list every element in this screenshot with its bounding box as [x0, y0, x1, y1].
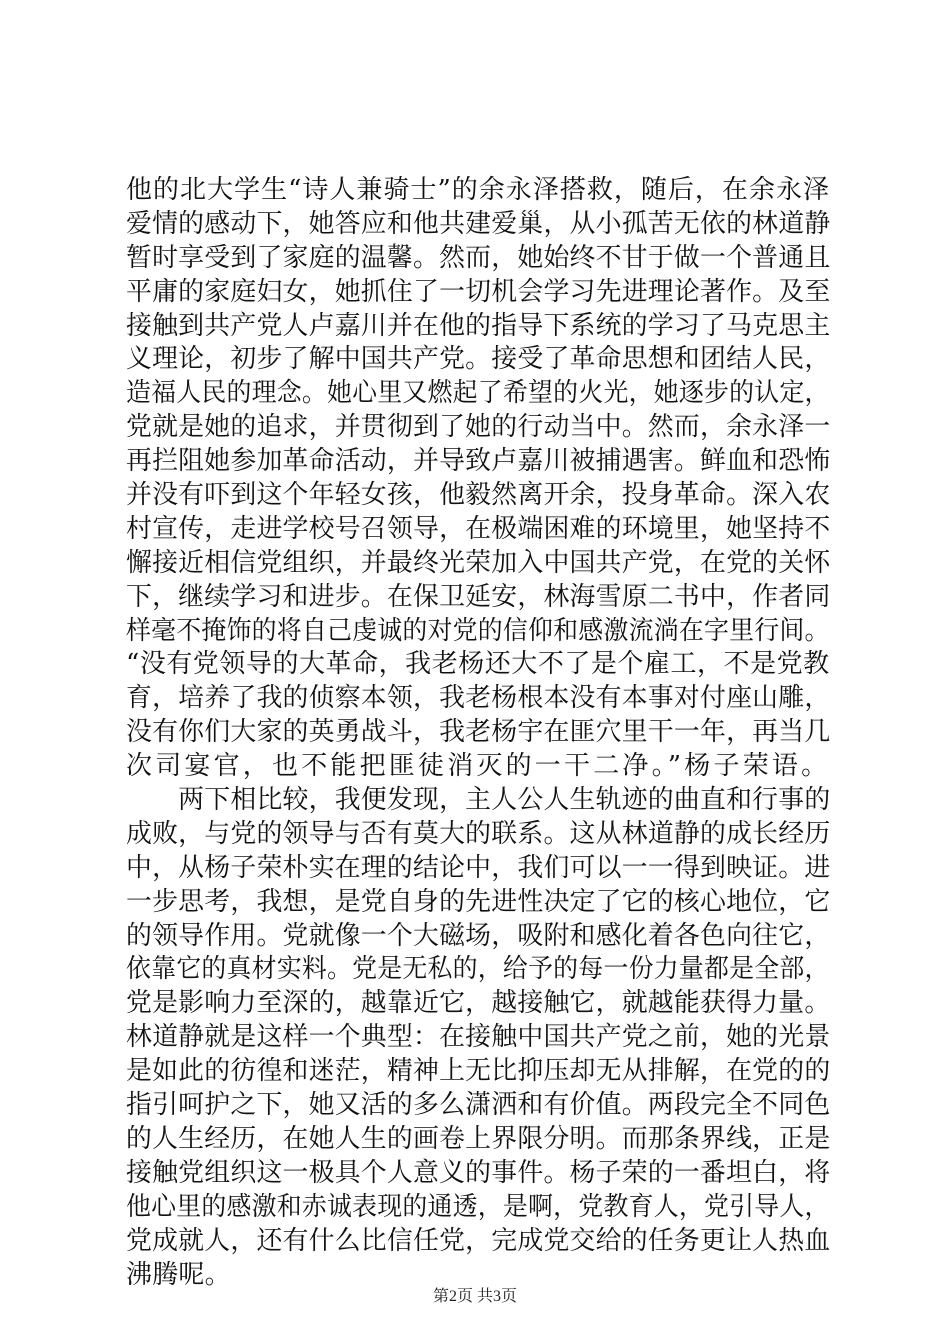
text-line: 党就是她的追求，并贯彻到了她的行动当中。然而，余永泽一 [126, 412, 831, 443]
text-line: 他的北大学生“诗人兼骑士”的余永泽搭救，随后，在余永泽 [126, 175, 830, 205]
text-line: 再拦阻她参加革命活动，并导致卢嘉川被捕遇害。鲜血和恐怖 [126, 446, 831, 477]
text-line: 一步思考，我想，是党自身的先进性决定了它的核心地位，它 [126, 886, 831, 917]
text-line: 沸腾呢。 [126, 1259, 231, 1290]
text-line: 造福人民的理念。她心里又燃起了希望的火光，她逐步的认定， [126, 378, 830, 409]
text-line: 依靠它的真材实料。党是无私的，给予的每一份力量都是全部， [126, 954, 830, 985]
text-line: 暂时享受到了家庭的温馨。然而，她始终不甘于做一个普通且 [126, 242, 831, 273]
text-line: 接触党组织这一极具个人意义的事件。杨子荣的一番坦白，将 [126, 1157, 831, 1188]
text-line: 平庸的家庭妇女，她抓住了一切机会学习先进理论著作。及至 [126, 276, 831, 307]
text-line: 指引呵护之下，她又活的多么潇洒和有价值。两段完全不同色 [126, 1090, 831, 1121]
text-line: 成败，与党的领导与否有莫大的联系。这从林道静的成长经历 [126, 818, 831, 849]
text-line: 义理论，初步了解中国共产党。接受了革命思想和团结人民， [126, 344, 831, 375]
text-line: 的领导作用。党就像一个大磁场，吸附和感化着各色向往它， [126, 920, 831, 951]
text-line: 村宣传，走进学校号召领导，在极端困难的环境里，她坚持不 [126, 513, 831, 544]
text-line: 是如此的彷徨和迷茫，精神上无比抑压却无从排解，在党的的 [126, 1056, 831, 1087]
text-line: 并没有吓到这个年轻女孩，他毅然离开余，投身革命。深入农 [126, 480, 831, 511]
text-line: 林道静就是这样一个典型：在接触中国共产党之前，她的光景 [126, 1022, 831, 1053]
text-line: 接触到共产党人卢嘉川并在他的指导下系统的学习了马克思主 [126, 310, 831, 341]
text-line: 次司宴官，也不能把匪徒消灭的一干二净。”杨子荣语。 [126, 751, 831, 782]
text-line: 下，继续学习和进步。在保卫延安，林海雪原二书中，作者同 [126, 581, 831, 612]
body-text [126, 174, 830, 1292]
text-line: 中，从杨子荣朴实在理的结论中，我们可以一一得到映证。进 [126, 852, 831, 883]
text-line: 懈接近相信党组织，并最终光荣加入中国共产党，在党的关怀 [126, 547, 831, 578]
text-line: 样毫不掩饰的将自己虔诚的对党的信仰和感激流淌在字里行间。 [126, 615, 830, 646]
text-line: 没有你们大家的英勇战斗，我老杨宇在匪穴里干一年，再当几 [126, 717, 831, 748]
text-line: “没有党领导的大革命，我老杨还大不了是个雇工，不是党教 [126, 649, 830, 680]
page-footer [0, 1283, 950, 1306]
text-line: 爱情的感动下，她答应和他共建爱巢，从小孤苦无依的林道静 [126, 208, 831, 239]
text-line: 育，培养了我的侦察本领，我老杨根本没有本事对付座山雕， [126, 683, 831, 714]
page-number: 第2页 共3页 [432, 1288, 517, 1305]
text-line: 的人生经历，在她人生的画卷上界限分明。而那条界线，正是 [126, 1123, 831, 1154]
text-line: 党成就人，还有什么比信任党，完成党交给的任务更让人热血 [126, 1225, 831, 1256]
text-line: 两下相比较，我便发现，主人公人生轨迹的曲直和行事的 [126, 785, 831, 816]
text-line: 他心里的感激和赤诚表现的通透，是啊，党教育人，党引导人， [126, 1191, 830, 1222]
text-line: 党是影响力至深的，越靠近它，越接触它，就越能获得力量。 [126, 988, 831, 1019]
